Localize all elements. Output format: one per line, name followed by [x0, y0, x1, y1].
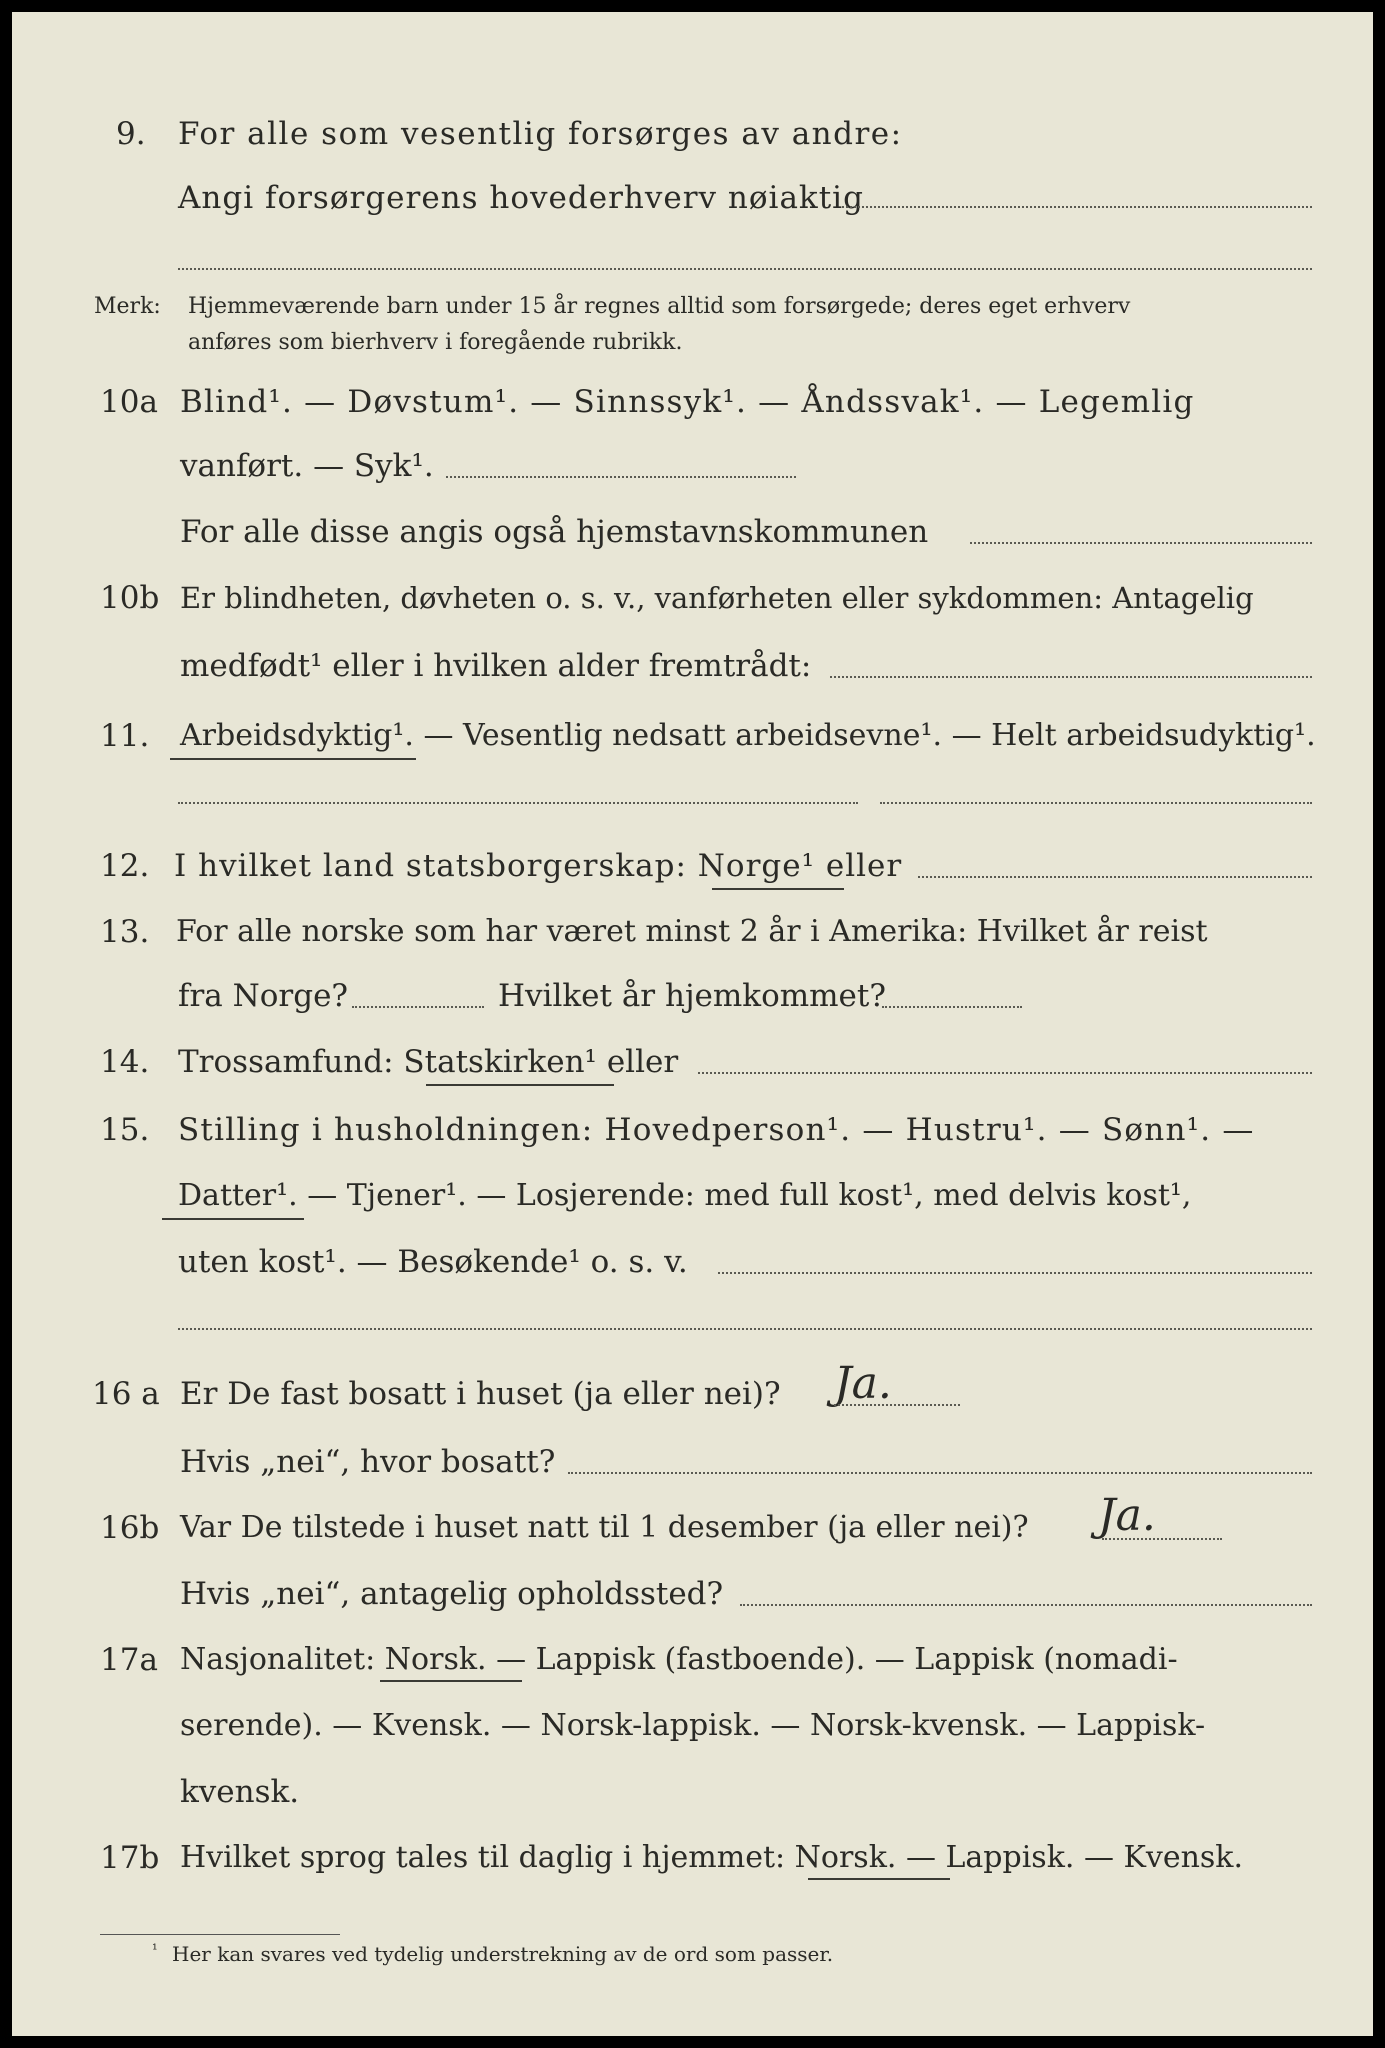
- q17b-handwritten-underline: [808, 1878, 950, 1880]
- q9-text: For alle som vesentlig forsørges av andre:: [178, 116, 903, 152]
- q16a-text: Er De fast bosatt i huset (ja eller nei)?: [180, 1376, 781, 1412]
- q15-handwritten-underline: [162, 1218, 304, 1220]
- merk-text-2: anføres som bierhverv i foregående rubrikk.: [188, 330, 683, 355]
- q11-answer-line: [178, 802, 858, 804]
- q17a-text: Nasjonalitet: Norsk. — Lappisk (fastboende). — Lappisk (nomadi-: [180, 1642, 1178, 1677]
- q15-text-3: uten kost¹. — Besøkende¹ o. s. v.: [178, 1244, 688, 1280]
- q11-handwritten-underline: [170, 758, 416, 760]
- q15-number: 15.: [100, 1112, 150, 1148]
- q17a-handwritten-underline: [380, 1680, 522, 1682]
- q16b-handwritten-answer: Ja.: [1098, 1490, 1156, 1541]
- q13-text-2a: fra Norge?: [178, 978, 349, 1014]
- q12-handwritten-underline: [712, 888, 844, 890]
- q9-answer-line-2: [178, 268, 1312, 270]
- q13-hjemkommet-line: [882, 1006, 1022, 1008]
- q10a-syk-line: [446, 476, 796, 478]
- q16b-text-2: Hvis „nei“, antagelig opholdssted?: [180, 1576, 724, 1612]
- footnote-rule: [100, 1934, 340, 1935]
- q14-answer-line: [698, 1072, 1312, 1074]
- q16b-text: Var De tilstede i huset natt til 1 desember (ja eller nei)?: [180, 1510, 1029, 1545]
- q9-answer-line: [842, 206, 1312, 208]
- q10a-text: Blind¹. — Døvstum¹. — Sinnssyk¹. — Åndssvak¹. — Legemlig: [180, 384, 1195, 420]
- q16b-answer-line: [1102, 1538, 1222, 1540]
- q10b-text-2: medfødt¹ eller i hvilken alder fremtrådt:: [180, 648, 812, 684]
- q16a-handwritten-answer: Ja.: [834, 1358, 892, 1409]
- q10a-text-3: For alle disse angis også hjemstavnskommunen: [180, 514, 929, 550]
- q16a-number: 16 a: [92, 1376, 160, 1412]
- merk-label: Merk:: [94, 294, 161, 319]
- q15-answer-line: [718, 1272, 1312, 1274]
- q10b-number: 10b: [100, 580, 160, 616]
- q16b-number: 16b: [100, 1510, 160, 1546]
- census-form-page: [12, 12, 1373, 2036]
- q11-answer-line-2: [880, 802, 1312, 804]
- q9-text-2: Angi forsørgerens hovederhverv nøiaktig: [178, 180, 864, 216]
- q13-number: 13.: [100, 914, 150, 950]
- q10a-kommune-line: [970, 542, 1312, 544]
- q10a-text-2: vanført. — Syk¹.: [180, 448, 434, 484]
- q16a-answer-line: [834, 1404, 960, 1406]
- q11-number: 11.: [100, 718, 150, 754]
- q17a-number: 17a: [100, 1642, 158, 1678]
- q16a-text-2: Hvis „nei“, hvor bosatt?: [180, 1444, 556, 1480]
- q12-text: I hvilket land statsborgerskap: Norge¹ eller: [174, 848, 903, 884]
- merk-text-1: Hjemmeværende barn under 15 år regnes alltid som forsørgede; deres eget erhverv: [188, 294, 1131, 319]
- q16a-bosatt-line: [568, 1472, 1312, 1474]
- q13-reist-line: [352, 1006, 484, 1008]
- footnote-mark: ¹: [152, 1942, 158, 1958]
- q10a-number: 10a: [100, 384, 158, 420]
- q14-text: Trossamfund: Statskirken¹ eller: [178, 1044, 679, 1080]
- q15-text-2: Datter¹. — Tjener¹. — Losjerende: med full kost¹, med delvis kost¹,: [178, 1178, 1192, 1213]
- q17a-text-2: serende). — Kvensk. — Norsk-lappisk. — Norsk-kvensk. — Lappisk-: [180, 1708, 1206, 1743]
- q11-text: Arbeidsdyktig¹. — Vesentlig nedsatt arbeidsevne¹. — Helt arbeidsudyktig¹.: [180, 718, 1316, 753]
- q13-text: For alle norske som har været minst 2 år i Amerika: Hvilket år reist: [176, 914, 1208, 949]
- q17b-number: 17b: [100, 1840, 160, 1876]
- q14-number: 14.: [100, 1044, 150, 1080]
- q17b-text: Hvilket sprog tales til daglig i hjemmet: Norsk. — Lappisk. — Kvensk.: [180, 1840, 1244, 1875]
- q12-number: 12.: [100, 848, 150, 884]
- q12-answer-line: [918, 876, 1312, 878]
- q9-number: 9.: [116, 116, 146, 152]
- footnote-text: Her kan svares ved tydelig understrekning av de ord som passer.: [172, 1942, 834, 1966]
- q13-text-2b: Hvilket år hjemkommet?: [498, 978, 886, 1014]
- q15-text: Stilling i husholdningen: Hovedperson¹. — Hustru¹. — Sønn¹. —: [178, 1112, 1255, 1148]
- q10b-answer-line: [830, 676, 1312, 678]
- q15-answer-line-2: [178, 1328, 1312, 1330]
- q14-handwritten-underline: [426, 1084, 614, 1086]
- q10b-text: Er blindheten, døvheten o. s. v., vanførheten eller sykdommen: Antagelig: [180, 581, 1254, 615]
- q17a-text-3: kvensk.: [180, 1774, 300, 1810]
- q16b-opholdssted-line: [740, 1604, 1312, 1606]
